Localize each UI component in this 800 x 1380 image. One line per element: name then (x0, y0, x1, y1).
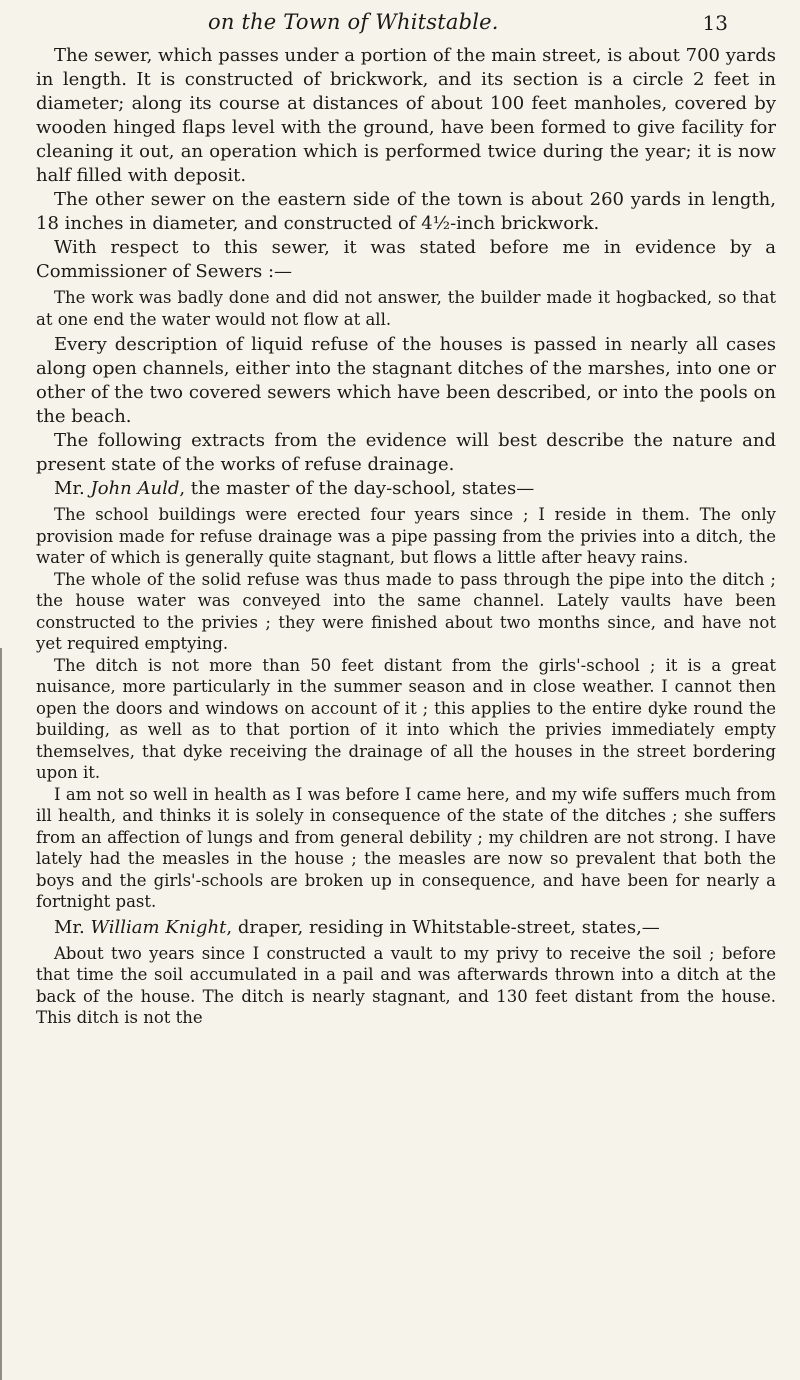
page-number: 13 (702, 11, 728, 35)
quote-auld-health: I am not so well in health as I was before I came here, and my wife suffers much from ill health, and thinks it is solely in consequence of the state of the ditches ; she suffers from an affection of lungs and from general debility ; my children are not strong. I have lately had the measles in the house ; the measles are now so prevalent that both the boys and the girls'-schools are broken up in consequence, and have been for nearly a fortnight past. (36, 784, 776, 911)
quote-commissioner: The work was badly done and did not answer, the builder made it hogbacked, so that at one end the water would not flow at all. (36, 288, 776, 329)
paragraph-commissioner-intro: With respect to this sewer, it was stated before me in evidence by a Commissioner of Sewers :— (36, 237, 776, 282)
witness-name-john-auld: John Auld (90, 478, 180, 499)
paragraph-extracts-intro: The following extracts from the evidence will best describe the nature and present state of the works of refuse drainage. (36, 430, 776, 475)
page-header (168, 6, 728, 46)
witness-description: , the master of the day-school, states— (179, 478, 535, 499)
page-edge-shadow (0, 648, 2, 1380)
paragraph-auld-intro (36, 477, 776, 501)
paragraph-eastern-sewer: The other sewer on the eastern side of the town is about 260 yards in length, 18 inches in diameter, and constructed of 4½-inch brickwork. (36, 189, 776, 234)
body-text (36, 44, 776, 1029)
paragraph-knight-intro (36, 916, 776, 940)
paragraph-liquid-refuse: Every description of liquid refuse of the houses is passed in nearly all cases along open channels, either into the stagnant ditches of the marshes, into one or other of the two covered sewers which have been described, or into the pools on the beach. (36, 334, 776, 427)
witness-prefix: Mr. (54, 916, 91, 938)
quote-auld-solid-refuse: The whole of the solid refuse was thus made to pass through the pipe into the ditch ; the house water was conveyed into the same channel. Lately vaults have been constructed to the privies ; they were finished about two months since, and have not yet required emptying. (36, 569, 776, 653)
running-title: on the Town of Whitstable. (208, 10, 499, 34)
witness-description: , draper, residing in Whitstable-street, states,— (226, 916, 660, 938)
quote-auld-ditch-nuisance: The ditch is not more than 50 feet distant from the girls'-school ; it is a great nuisance, more particularly in the summer season and in close weather. I cannot then open the doors and windows on account of it ; this applies to the entire dyke round the building, as well as to that portion of it into which the privies immediately empty themselves, that dyke receiving the drainage of all the houses in the street bordering upon it. (36, 655, 776, 782)
witness-prefix: Mr. (54, 478, 91, 499)
witness-name-william-knight: William Knight (90, 916, 227, 938)
paragraph-main-sewer: The sewer, which passes under a portion of the main street, is about 700 yards in length. It is constructed of brickwork, and its section is a circle 2 feet in diameter; along its course at distances of about 100 feet manholes, covered by wooden hinged flaps level with the ground, have been formed to give facility for cleaning it out, an operation which is performed twice during the year; it is now half filled with deposit. (36, 45, 776, 186)
quote-auld-school-buildings: The school buildings were erected four years since ; I reside in them. The only provision made for refuse drainage was a pipe passing from the privies into a ditch, the water of which is generally quite stagnant, but flows a little after heavy rains. (36, 505, 776, 567)
quote-knight-vault: About two years since I constructed a vault to my privy to receive the soil ; before that time the soil accumulated in a pail and was afterwards thrown into a ditch at the back of the house. The ditch is nearly stagnant, and 130 feet distant from the house. This ditch is not the (36, 943, 776, 1027)
